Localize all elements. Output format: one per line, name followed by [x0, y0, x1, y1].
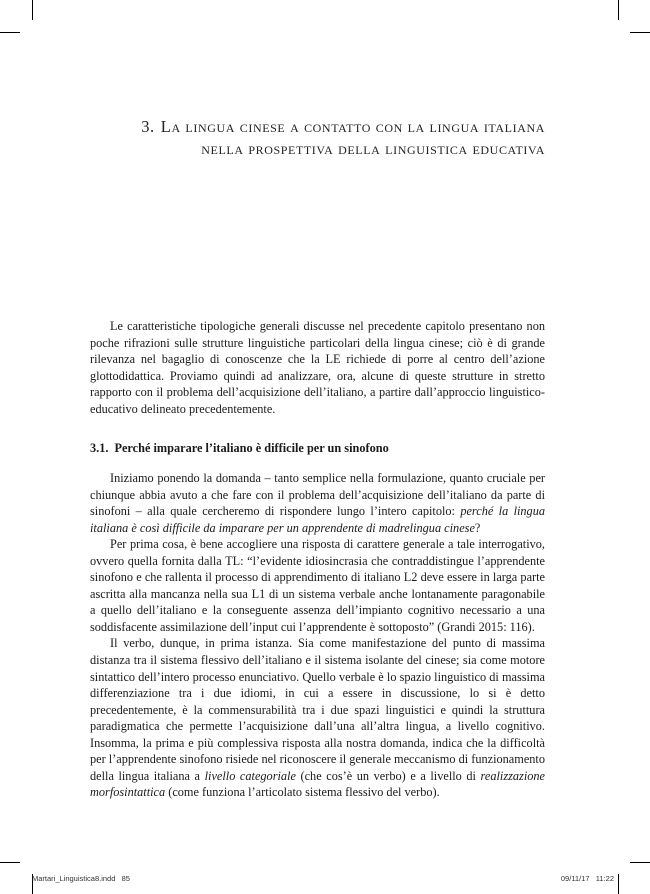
intro-text — [90, 318, 545, 417]
slug-date: 09/11/17 11:22 — [560, 874, 614, 883]
crop-mark — [618, 874, 619, 894]
chapter-title-line-1: 3. La lingua cinese a contatto con la lingua italiana — [141, 117, 545, 136]
crop-mark — [630, 862, 650, 863]
section-number: 3.1. — [90, 441, 109, 455]
crop-mark — [0, 862, 20, 863]
chapter-number: 3. — [141, 117, 155, 136]
section-heading — [90, 440, 545, 456]
crop-mark — [630, 32, 650, 33]
slug-file-name: Martari_Linguistica8.indd 85 — [32, 874, 130, 883]
intro-paragraph: Le caratteristiche tipologiche generali discusse nel precedente capitolo presentano non poche rifrazioni sulle strutture linguistiche particolari della lingua cinese; ciò è di grande rilevanza nel bagaglio di conoscenze che la LE richiede di porre al centro dell’azione glottodidattica. Proviamo quindi ad analizzare, ora, alcune di queste strutture in stretto rapporto con il problema dell’acquisizione dell’italiano, a partire dall’approccio linguistico-educativo delineato precedentemente. — [90, 319, 545, 416]
crop-mark — [0, 32, 20, 33]
paragraph-2: Per prima cosa, è bene accogliere una risposta di carattere generale a tale interrogativo, ovvero quella fornita dalla TL: “l’evidente idiosincrasia che contraddistingue l’apprendente sinofono e che rallenta il processo di apprendimento di italiano L2 deve essere in larga parte ascritta alla mancanza nella sua L1 di un sistema verbale anche lontanamente paragonabile a quello dell’italiano e la conseguente assenza dell’impianto cognitivo necessario a una soddisfacente assimilazione dell’input cui l’apprendente è sottoposto” (Grandi 2015: 116). — [90, 537, 545, 634]
section-title: Perché imparare l’italiano è difficile per un sinofono — [114, 441, 389, 455]
crop-mark — [618, 0, 619, 20]
paragraph-3: Il verbo, dunque, in prima istanza. Sia come manifestazione del punto di massima distanza tra il sistema flessivo dell’italiano e il sistema isolante del cinese; sia come motore sintattico dell’intero processo enunciativo. Quello verbale è lo spazio linguistico di massima differenziazione tra i due idiomi, in cui a essere in discussione, lo si è detto precedentemente, è la commensurabilità tra i due spazi linguistici e quindi la struttura paradigmatica che permette l’acquisizione dall’una all’altra lingua, a livello cognitivo. Insomma, la prima e più complessiva risposta alla nostra domanda, indica che la difficoltà per l’apprendente sinofono risiede nel riconoscere il generale meccanismo di funzionamento della lingua italiana a livello categoriale (che cos’è un verbo) e a livello di realizzazione morfosintattica (come funziona l’articolato sistema flessivo del verbo). — [90, 636, 545, 800]
chapter-title-line-2: nella prospettiva della linguistica educativa — [201, 139, 545, 158]
section-body — [90, 470, 545, 801]
chapter-title — [90, 116, 545, 160]
paragraph-1: Iniziamo ponendo la domanda – tanto semplice nella formulazione, quanto cruciale per chiunque abbia avuto a che fare con il problema dell’acquisizione dell’italiano da parte di sinofoni – alla quale cercheremo di rispondere lungo l’intero capitolo: perché la lingua italiana è così difficile da imparare per un apprendente di madrelingua cinese? — [90, 471, 545, 535]
crop-mark — [32, 0, 33, 20]
